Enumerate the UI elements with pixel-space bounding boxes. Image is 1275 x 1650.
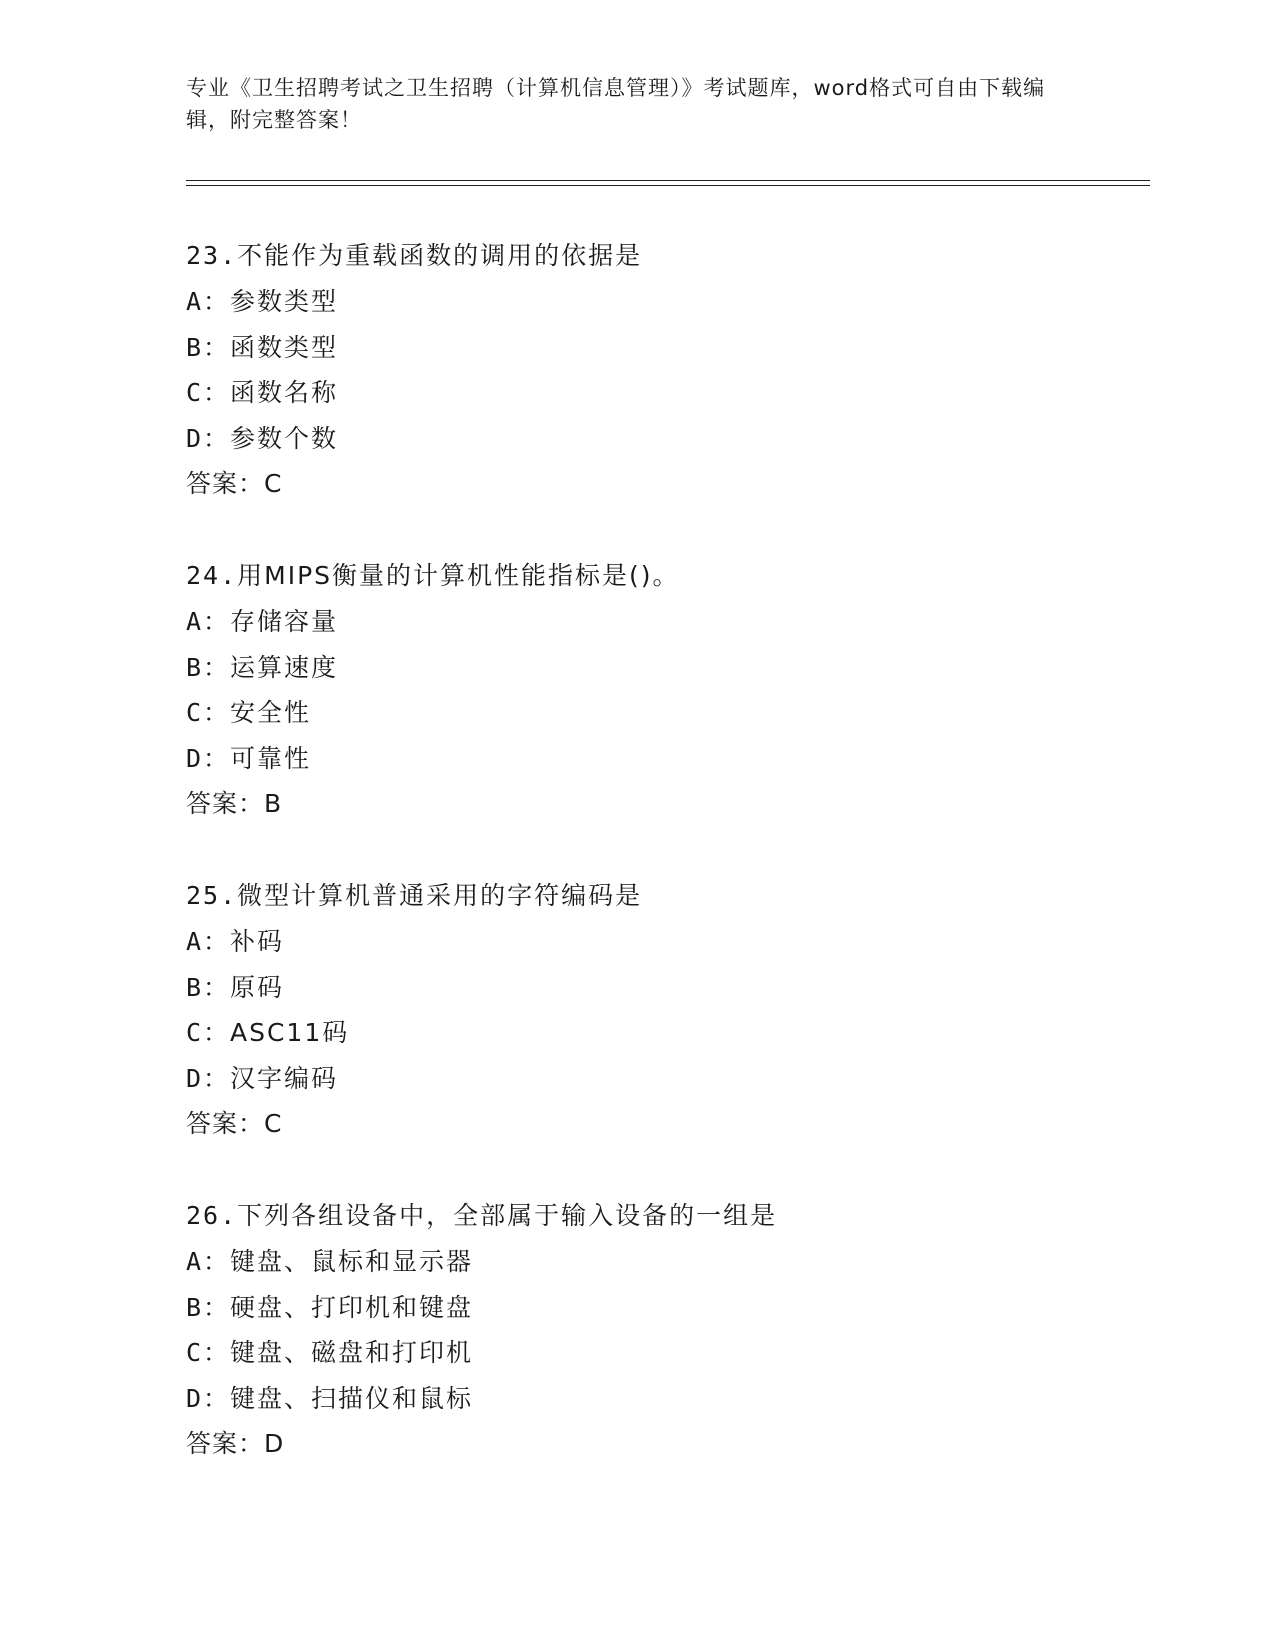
answer-line: 答案：C	[186, 469, 283, 498]
option-key: C：	[186, 1018, 231, 1047]
question-25	[186, 873, 1146, 1146]
option-text: ASC11码	[230, 1018, 350, 1047]
option-text: 补码	[230, 927, 285, 956]
question-text: 不能作为重载函数的调用的依据是	[237, 241, 643, 270]
question-number: 24.	[186, 561, 238, 590]
option-text: 可靠性	[230, 743, 312, 773]
document-intro: 专业《卫生招聘考试之卫生招聘（计算机信息管理）》考试题库，word格式可自由下载编辑，附完整答案！	[186, 76, 1046, 132]
option-text: 运算速度	[230, 652, 339, 682]
question-24	[186, 553, 1146, 826]
question-list	[186, 233, 1146, 1513]
option-key: B：	[186, 1292, 231, 1322]
option-text: 存储容量	[230, 607, 339, 636]
option-key: A：	[186, 287, 231, 316]
option-key: A：	[186, 1247, 231, 1276]
option-text: 汉字编码	[230, 1063, 339, 1093]
question-23	[186, 233, 1146, 506]
option-key: D：	[186, 1383, 231, 1413]
question-stem	[186, 1193, 1146, 1239]
answer-line: 答案：D	[186, 1429, 285, 1458]
option-a	[186, 1239, 1146, 1285]
question-text: 用MIPS衡量的计算机性能指标是()。	[237, 561, 680, 590]
option-key: D：	[186, 743, 231, 773]
option-key: C：	[186, 1338, 231, 1367]
option-b	[186, 965, 1146, 1011]
option-key: D：	[186, 423, 231, 453]
option-b	[186, 645, 1146, 691]
question-stem	[186, 873, 1146, 919]
option-text: 键盘、扫描仪和鼠标	[230, 1383, 474, 1413]
question-number: 23.	[186, 241, 238, 270]
answer-line: 答案：B	[186, 789, 283, 818]
option-a	[186, 919, 1146, 965]
option-a	[186, 599, 1146, 645]
option-text: 参数个数	[230, 423, 339, 453]
option-c	[186, 690, 1146, 736]
header-divider-bottom	[186, 185, 1150, 186]
option-text: 键盘、鼠标和显示器	[230, 1247, 474, 1276]
question-text: 微型计算机普通采用的字符编码是	[237, 881, 643, 910]
option-text: 函数名称	[230, 378, 339, 407]
option-d	[186, 736, 1146, 782]
option-c	[186, 1330, 1146, 1376]
option-text: 参数类型	[230, 287, 339, 316]
question-stem	[186, 553, 1146, 599]
header-divider-top	[186, 180, 1150, 181]
option-b	[186, 325, 1146, 371]
option-d	[186, 416, 1146, 462]
answer-line: 答案：C	[186, 1109, 283, 1138]
option-text: 键盘、磁盘和打印机	[230, 1338, 474, 1367]
option-key: B：	[186, 972, 231, 1002]
option-key: B：	[186, 652, 231, 682]
option-key: D：	[186, 1063, 231, 1093]
option-b	[186, 1285, 1146, 1331]
question-26	[186, 1193, 1146, 1466]
option-key: B：	[186, 332, 231, 362]
option-key: C：	[186, 698, 231, 727]
option-text: 函数类型	[230, 332, 339, 362]
question-number: 26.	[186, 1201, 238, 1230]
option-key: A：	[186, 607, 231, 636]
question-text: 下列各组设备中，全部属于输入设备的一组是	[237, 1201, 778, 1230]
option-d	[186, 1056, 1146, 1102]
option-key: C：	[186, 378, 231, 407]
option-text: 安全性	[230, 698, 312, 727]
option-a	[186, 279, 1146, 325]
option-text: 原码	[230, 972, 285, 1002]
option-d	[186, 1376, 1146, 1422]
option-c	[186, 370, 1146, 416]
question-stem	[186, 233, 1146, 279]
question-number: 25.	[186, 881, 238, 910]
option-key: A：	[186, 927, 231, 956]
option-text: 硬盘、打印机和键盘	[230, 1292, 474, 1322]
option-c	[186, 1010, 1146, 1056]
